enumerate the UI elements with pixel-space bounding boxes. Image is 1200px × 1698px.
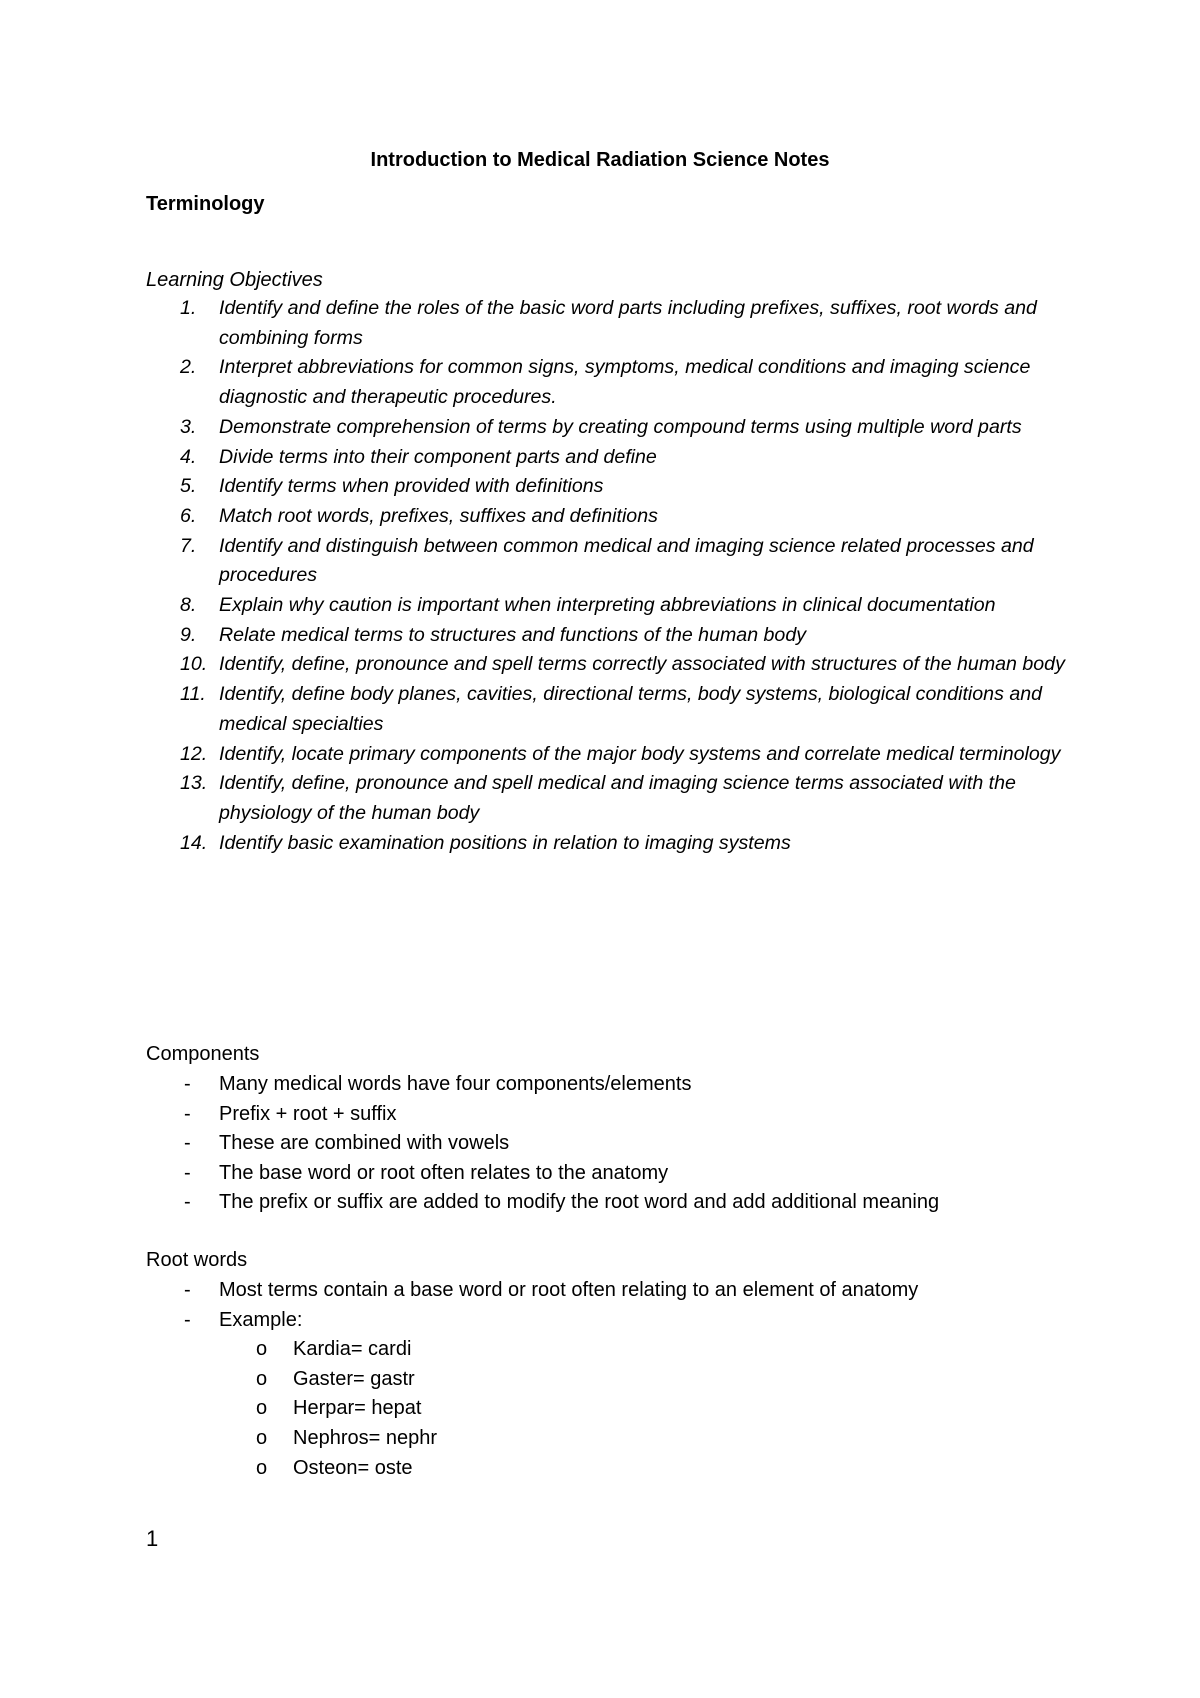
objective-number: 4.	[180, 445, 197, 468]
objective-item	[146, 502, 1066, 532]
objective-item	[146, 532, 1066, 591]
objective-number: 2.	[180, 356, 197, 379]
objective-item	[146, 472, 1066, 502]
objective-text: Demonstrate comprehension of terms by creating compound terms using multiple word parts	[219, 415, 1022, 438]
learning-objectives-list	[146, 294, 1066, 858]
objective-item	[146, 740, 1066, 770]
objective-text: Identify, define, pronounce and spell medical and imaging science terms associated with the physiology of the human body	[219, 772, 1016, 824]
objective-number: 5.	[180, 475, 197, 498]
dash-bullet: -	[184, 1102, 191, 1125]
objective-item	[146, 650, 1066, 680]
example-text: Herpar= hepat	[293, 1397, 422, 1420]
objective-number: 8.	[180, 594, 197, 617]
component-item	[146, 1188, 1106, 1218]
objective-item	[146, 294, 1066, 353]
circle-bullet: o	[256, 1397, 268, 1420]
section-heading-terminology: Terminology	[146, 193, 265, 215]
components-heading: Components	[146, 1043, 260, 1065]
root-word-example	[146, 1365, 1106, 1395]
objective-number: 6.	[180, 504, 197, 527]
objective-text: Relate medical terms to structures and functions of the human body	[219, 623, 807, 646]
root-word-text: Example:	[219, 1308, 303, 1331]
root-word-example	[146, 1394, 1106, 1424]
component-text: The base word or root often relates to the anatomy	[219, 1161, 669, 1184]
objective-item	[146, 353, 1066, 412]
component-text: These are combined with vowels	[219, 1132, 510, 1155]
objective-text: Divide terms into their component parts and define	[219, 445, 657, 468]
objective-text: Identify and distinguish between common medical and imaging science related processes and procedures	[219, 534, 1034, 587]
dash-bullet: -	[184, 1161, 191, 1184]
objective-text: Identify terms when provided with definitions	[219, 475, 604, 498]
circle-bullet: o	[256, 1338, 268, 1361]
objective-number: 9.	[180, 623, 197, 646]
dash-bullet: -	[184, 1132, 191, 1155]
objective-number: 13.	[180, 772, 208, 795]
component-item	[146, 1129, 1106, 1159]
objective-item	[146, 621, 1066, 651]
objective-number: 1.	[180, 297, 197, 319]
root-word-examples-list	[146, 1335, 1106, 1483]
dash-bullet: -	[184, 1308, 191, 1331]
objective-number: 7.	[180, 534, 197, 557]
objective-text: Identify, define, pronounce and spell terms correctly associated with structures of the human body	[219, 653, 1065, 676]
objective-text: Identify, define body planes, cavities, directional terms, body systems, biological conditions and medical specialties	[219, 683, 1043, 735]
objective-text: Match root words, prefixes, suffixes and definitions	[219, 504, 658, 527]
objective-item	[146, 769, 1066, 828]
objective-text: Identify and define the roles of the basic word parts including prefixes, suffixes, root words and combining forms	[219, 297, 1037, 349]
example-text: Kardia= cardi	[293, 1338, 412, 1361]
objective-item	[146, 443, 1066, 473]
objective-text: Interpret abbreviations for common signs, symptoms, medical conditions and imaging science diagnostic and therapeutic procedures.	[219, 356, 1031, 409]
objective-item	[146, 829, 1066, 859]
component-text: The prefix or suffix are added to modify the root word and add additional meaning	[219, 1191, 940, 1214]
example-text: Gaster= gastr	[293, 1367, 415, 1390]
component-text: Many medical words have four components/elements	[219, 1073, 692, 1095]
objective-number: 12.	[180, 742, 208, 765]
objective-number: 3.	[180, 415, 197, 438]
page-number: 1	[146, 1526, 159, 1551]
component-item	[146, 1070, 1106, 1100]
objective-number: 10.	[180, 653, 208, 676]
dash-bullet: -	[184, 1073, 191, 1095]
root-words-list	[146, 1276, 1106, 1483]
page-title: Introduction to Medical Radiation Science Notes	[370, 149, 830, 171]
objective-text: Identify, locate primary components of the major body systems and correlate medical terminology	[219, 742, 1061, 765]
circle-bullet: o	[256, 1367, 268, 1390]
dash-bullet: -	[184, 1279, 191, 1301]
root-words-heading: Root words	[146, 1249, 248, 1271]
root-word-item	[146, 1276, 1106, 1306]
component-item	[146, 1159, 1106, 1189]
circle-bullet: o	[256, 1426, 268, 1449]
root-word-item	[146, 1306, 1106, 1336]
objective-item	[146, 413, 1066, 443]
objective-text: Explain why caution is important when interpreting abbreviations in clinical documentation	[219, 594, 996, 617]
root-word-example	[146, 1454, 1106, 1484]
example-text: Osteon= oste	[293, 1456, 413, 1479]
component-item	[146, 1100, 1106, 1130]
objective-number: 14.	[180, 831, 208, 854]
dash-bullet: -	[184, 1191, 191, 1214]
component-text: Prefix + root + suffix	[219, 1102, 397, 1125]
objective-text: Identify basic examination positions in relation to imaging systems	[219, 831, 791, 854]
objective-item	[146, 591, 1066, 621]
root-word-text: Most terms contain a base word or root often relating to an element of anatomy	[219, 1279, 919, 1301]
learning-objectives-heading: Learning Objectives	[146, 269, 323, 291]
root-word-example	[146, 1424, 1106, 1454]
objective-number: 11.	[180, 683, 206, 706]
objective-item	[146, 680, 1066, 739]
root-word-example	[146, 1335, 1106, 1365]
example-text: Nephros= nephr	[293, 1426, 437, 1449]
circle-bullet: o	[256, 1456, 268, 1479]
components-list	[146, 1070, 1106, 1218]
